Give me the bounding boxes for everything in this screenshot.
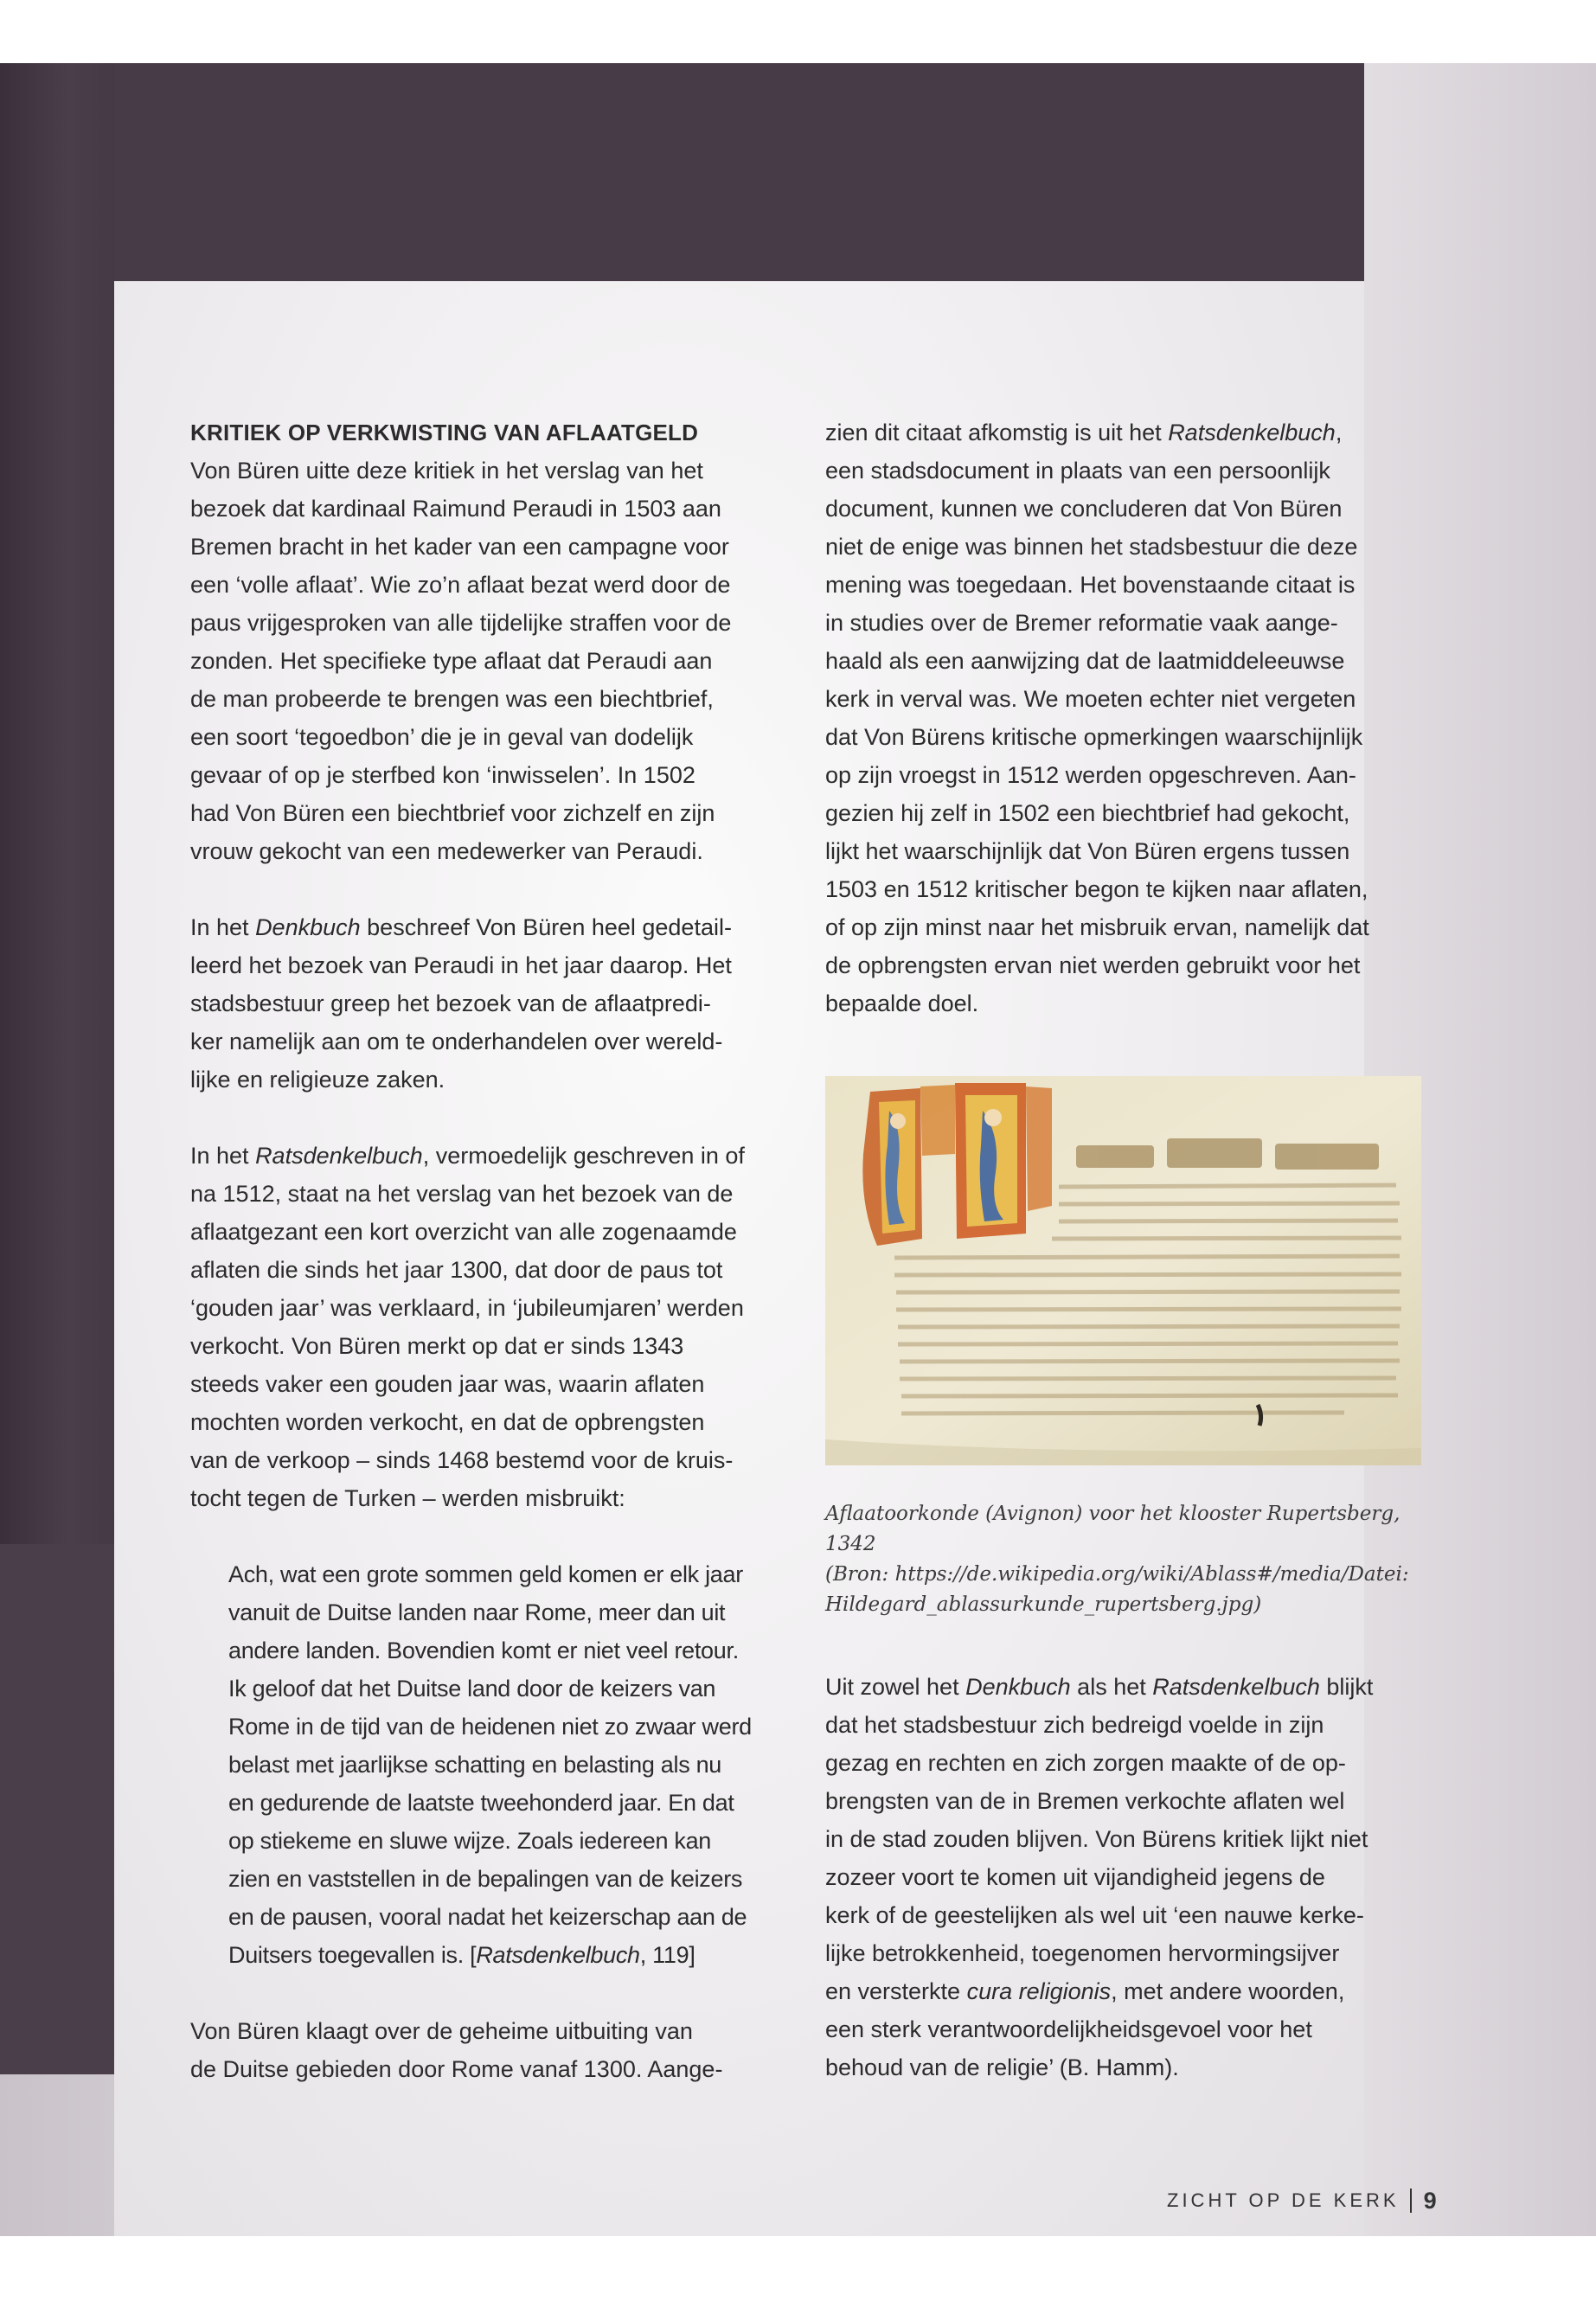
line: lijke betrokkenheid, toegenomen hervormingsijver (825, 1940, 1340, 1966)
line: dat Von Bürens kritische opmerkingen waarschijnlijk (825, 724, 1363, 750)
line: in studies over de Bremer reformatie vaak aange- (825, 610, 1338, 636)
line: een sterk verantwoordelijkheidsgevoel voor het (825, 2016, 1312, 2042)
book-title: Denkbuch (965, 1674, 1071, 1700)
line: gezien hij zelf in 1502 een biechtbrief had gekocht, (825, 800, 1350, 826)
line: Bremen bracht in het kader van een campagne voor (190, 534, 729, 560)
left-accent-band (0, 63, 114, 1544)
line: andere landen. Bovendien komt er niet veel retour. (228, 1638, 739, 1663)
line: document, kunnen we concluderen dat Von Büren (825, 496, 1343, 522)
line: of op zijn minst naar het misbruik ervan, namelijk dat (825, 914, 1369, 940)
left-column (190, 413, 774, 2088)
book-title: Ratsdenkelbuch (476, 1942, 640, 1968)
line: bepaalde doel. (825, 990, 979, 1016)
line: bezoek dat kardinaal Raimund Peraudi in 1503 aan (190, 496, 721, 522)
line: Duitsers toegevallen is. [Ratsdenkelbuch, 119] (228, 1942, 695, 1968)
right-paragraph-2 (825, 1668, 1409, 2086)
line: haald als een aanwijzing dat de laatmiddeleeuwse (825, 648, 1345, 674)
book-title: Ratsdenkelbuch (1168, 420, 1336, 445)
image-caption (825, 1499, 1431, 1620)
line: had Von Büren een biechtbrief voor zichzelf en zijn (190, 800, 715, 826)
left-paragraph-2 (190, 908, 774, 1099)
charter-illustration (825, 1076, 1421, 1465)
left-paragraph-4 (190, 2012, 774, 2088)
line: gezag en rechten en zich zorgen maakte of de op- (825, 1750, 1346, 1776)
caption-line: Aflaatoorkonde (Avignon) voor het klooster Rupertsberg, 1342 (825, 1503, 1401, 1555)
line: vrouw gekocht van een medewerker van Peraudi. (190, 838, 703, 864)
line: tocht tegen de Turken – werden misbruikt: (190, 1485, 625, 1511)
indulgence-charter-image (825, 1076, 1421, 1465)
line: verkocht. Von Büren merkt op dat er sinds 1343 (190, 1333, 684, 1359)
line: aflaatgezant een kort overzicht van alle zogenaamde (190, 1219, 737, 1245)
line: de man probeerde te brengen was een biechtbrief, (190, 686, 714, 712)
line: op stiekeme en sluwe wijze. Zoals iedereen kan (228, 1828, 711, 1854)
line: een stadsdocument in plaats van een persoonlijk (825, 458, 1330, 484)
line: lijke en religieuze zaken. (190, 1067, 445, 1093)
book-title: Ratsdenkelbuch (255, 1143, 423, 1169)
line: leerd het bezoek van Peraudi in het jaar daarop. Het (190, 952, 732, 978)
line: stadsbestuur greep het bezoek van de aflaatpredi- (190, 990, 711, 1016)
line: dat het stadsbestuur zich bedreigd voelde in zijn (825, 1712, 1324, 1738)
line: In het Denkbuch beschreef Von Büren heel gedetail- (190, 914, 732, 940)
footer-divider (1410, 2189, 1412, 2213)
line: en gedurende de laatste tweehonderd jaar. En dat (228, 1790, 734, 1816)
left-accent-band-lower (0, 1544, 114, 2074)
line: een soort ‘tegoedbon’ die je in geval van dodelijk (190, 724, 694, 750)
line: behoud van de religie’ (B. Hamm). (825, 2054, 1179, 2080)
header-band (0, 63, 1364, 281)
line: ‘gouden jaar’ was verklaard, in ‘jubileumjaren’ werden (190, 1295, 744, 1321)
line: paus vrijgesproken van alle tijdelijke straffen voor de (190, 610, 732, 636)
line: kerk of de geestelijken als wel uit ‘een nauwe kerke- (825, 1902, 1364, 1928)
line: Ik geloof dat het Duitse land door de keizers van (228, 1676, 716, 1702)
line: Von Büren uitte deze kritiek in het verslag van het (190, 458, 703, 484)
book-title: Denkbuch (255, 914, 361, 940)
line: Ach, wat een grote sommen geld komen er elk jaar (228, 1561, 743, 1587)
line: In het Ratsdenkelbuch, vermoedelijk geschreven in of (190, 1143, 745, 1169)
line: van de verkoop – sinds 1468 bestemd voor de kruis- (190, 1447, 734, 1473)
line: brengsten van de in Bremen verkochte aflaten wel (825, 1788, 1345, 1814)
line: zonden. Het specifieke type aflaat dat Peraudi aan (190, 648, 713, 674)
line: na 1512, staat na het verslag van het bezoek van de (190, 1181, 734, 1207)
line: steeds vaker een gouden jaar was, waarin aflaten (190, 1371, 705, 1397)
line: zien en vaststellen in de bepalingen van de keizers (228, 1866, 743, 1892)
latin-term: cura religionis (966, 1978, 1112, 2004)
line: in de stad zouden blijven. Von Bürens kritiek lijkt niet (825, 1826, 1368, 1852)
line: Von Büren klaagt over de geheime uitbuiting van (190, 2018, 693, 2044)
line: zien dit citaat afkomstig is uit het Ratsdenkelbuch, (825, 420, 1343, 445)
line: een ‘volle aflaat’. Wie zo’n aflaat bezat werd door de (190, 572, 731, 598)
line: niet de enige was binnen het stadsbestuur die deze (825, 534, 1358, 560)
line: gevaar of op je sterfbed kon ‘inwisselen’. In 1502 (190, 762, 695, 788)
line: op zijn vroegst in 1512 werden opgeschreven. Aan- (825, 762, 1356, 788)
page-footer (1167, 2185, 1437, 2216)
magazine-title: ZICHT OP DE KERK (1167, 2189, 1400, 2211)
line: mening was toegedaan. Het bovenstaande citaat is (825, 572, 1356, 598)
caption-line: (Bron: https://de.wikipedia.org/wiki/Ablass#/media/Datei: (825, 1563, 1409, 1586)
right-column-lower (825, 1668, 1409, 2086)
line: de opbrengsten ervan niet werden gebruikt voor het (825, 952, 1361, 978)
line: aflaten die sinds het jaar 1300, dat door de paus tot (190, 1257, 723, 1283)
line: zozeer voort te komen uit vijandigheid jegens de (825, 1864, 1325, 1890)
right-paragraph-1 (825, 413, 1409, 1022)
caption-line: Hildegard_ablassurkunde_rupertsberg.jpg) (825, 1593, 1262, 1616)
section-heading: KRITIEK OP VERKWISTING VAN AFLAATGELD (190, 420, 699, 445)
line: ker namelijk aan om te onderhandelen over wereld- (190, 1029, 723, 1054)
line: de Duitse gebieden door Rome vanaf 1300. Aange- (190, 2056, 723, 2082)
right-column-upper (825, 413, 1409, 1022)
block-quote (190, 1555, 774, 1974)
left-paragraph-1 (190, 413, 774, 870)
line: Rome in de tijd van de heidenen niet zo zwaar werd (228, 1714, 752, 1740)
line: 1503 en 1512 kritischer begon te kijken naar aflaten, (825, 876, 1368, 902)
line: kerk in verval was. We moeten echter niet vergeten (825, 686, 1356, 712)
illuminated-initials (862, 1083, 1052, 1246)
line: vanuit de Duitse landen naar Rome, meer dan uit (228, 1599, 726, 1625)
book-title: Ratsdenkelbuch (1152, 1674, 1320, 1700)
line: belast met jaarlijkse schatting en belasting als nu (228, 1752, 722, 1778)
line: mochten worden verkocht, en dat de opbrengsten (190, 1409, 705, 1435)
line: en de pausen, vooral nadat het keizerschap aan de (228, 1904, 747, 1930)
line: en versterkte cura religionis, met andere woorden, (825, 1978, 1345, 2004)
line: Uit zowel het Denkbuch als het Ratsdenkelbuch blijkt (825, 1674, 1374, 1700)
page-number: 9 (1423, 2187, 1437, 2214)
line: lijkt het waarschijnlijk dat Von Büren ergens tussen (825, 838, 1350, 864)
left-paragraph-3 (190, 1137, 774, 1517)
